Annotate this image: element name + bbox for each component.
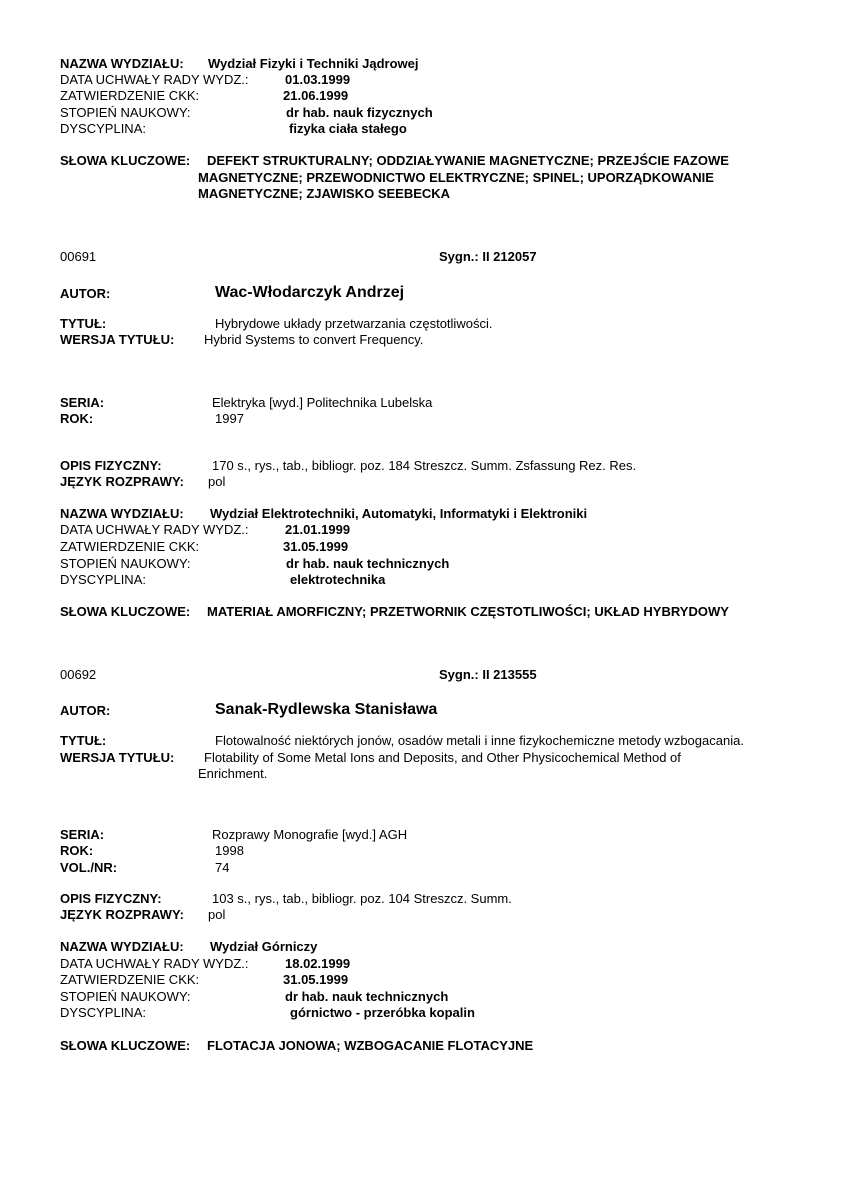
language-value: pol — [208, 907, 226, 922]
label-seria: SERIA: — [60, 827, 105, 842]
label-slowa-kluczowe: SŁOWA KLUCZOWE: — [60, 153, 191, 168]
keywords-line-2: MAGNETYCZNE; PRZEWODNICTWO ELEKTRYCZNE; SPINEL; UPORZĄDKOWANIE — [198, 170, 714, 185]
dyscyplina-value: elektrotechnika — [290, 572, 386, 587]
label-dyscyplina: DYSCYPLINA: — [60, 572, 146, 587]
label-zatwierdzenie: ZATWIERDZENIE CKK: — [60, 539, 200, 554]
zatwierdzenie-value: 21.06.1999 — [283, 88, 349, 103]
label-dyscyplina: DYSCYPLINA: — [60, 1005, 146, 1020]
wydzial-value: Wydział Górniczy — [210, 939, 318, 954]
zatwierdzenie-value: 31.05.1999 — [283, 972, 349, 987]
label-nazwa-wydzialu: NAZWA WYDZIAŁU: — [60, 506, 184, 521]
label-nazwa-wydzialu: NAZWA WYDZIAŁU: — [60, 939, 184, 954]
label-jezyk: JĘZYK ROZPRAWY: — [60, 474, 184, 489]
label-stopien: STOPIEŃ NAUKOWY: — [60, 105, 191, 120]
title-value: Hybrydowe układy przetwarzania częstotliwości. — [215, 316, 493, 331]
label-seria: SERIA: — [60, 395, 105, 410]
record-number: 00692 — [60, 667, 97, 682]
data-uchwaly-value: 21.01.1999 — [285, 522, 351, 537]
language-value: pol — [208, 474, 226, 489]
year-value: 1998 — [215, 843, 244, 858]
author-name: Wac-Włodarczyk Andrzej — [215, 284, 405, 301]
stopien-value: dr hab. nauk fizycznych — [286, 105, 433, 120]
title-version-line-1: Flotability of Some Metal Ions and Deposits, and Other Physicochemical Method of — [204, 750, 681, 765]
series-value: Rozprawy Monografie [wyd.] AGH — [212, 827, 408, 842]
label-rok: ROK: — [60, 843, 94, 858]
record-number: 00691 — [60, 249, 97, 264]
title-version-line-2: Enrichment. — [198, 766, 268, 781]
label-tytul: TYTUŁ: — [60, 733, 107, 748]
label-data-uchwaly: DATA UCHWAŁY RADY WYDZ.: — [60, 956, 249, 971]
label-wersja-tytulu: WERSJA TYTUŁU: — [60, 332, 175, 347]
dyscyplina-value: fizyka ciała stałego — [289, 121, 407, 136]
label-slowa-kluczowe: SŁOWA KLUCZOWE: — [60, 1038, 191, 1053]
physical-description-value: 170 s., rys., tab., bibliogr. poz. 184 Streszcz. Summ. Zsfassung Rez. Res. — [212, 458, 637, 473]
label-zatwierdzenie: ZATWIERDZENIE CKK: — [60, 88, 200, 103]
label-vol-nr: VOL./NR: — [60, 860, 118, 875]
label-stopien: STOPIEŃ NAUKOWY: — [60, 556, 191, 571]
dyscyplina-value: górnictwo - przeróbka kopalin — [290, 1005, 475, 1020]
title-value: Flotowalność niektórych jonów, osadów metali i inne fizykochemiczne metody wzbogacania. — [215, 733, 744, 748]
title-version-value: Hybrid Systems to convert Frequency. — [204, 332, 424, 347]
stopien-value: dr hab. nauk technicznych — [286, 556, 450, 571]
signature: Sygn.: II 212057 — [439, 249, 537, 264]
keywords-value: FLOTACJA JONOWA; WZBOGACANIE FLOTACYJNE — [207, 1038, 534, 1053]
author-name: Sanak-Rydlewska Stanisława — [215, 701, 438, 718]
physical-description-value: 103 s., rys., tab., bibliogr. poz. 104 Streszcz. Summ. — [212, 891, 512, 906]
data-uchwaly-value: 01.03.1999 — [285, 72, 351, 87]
data-uchwaly-value: 18.02.1999 — [285, 956, 351, 971]
label-data-uchwaly: DATA UCHWAŁY RADY WYDZ.: — [60, 72, 249, 87]
keywords-line-3: MAGNETYCZNE; ZJAWISKO SEEBECKA — [198, 186, 451, 201]
label-tytul: TYTUŁ: — [60, 316, 107, 331]
wydzial-value: Wydział Elektrotechniki, Automatyki, Informatyki i Elektroniki — [210, 506, 588, 521]
label-opis-fizyczny: OPIS FIZYCZNY: — [60, 891, 162, 906]
signature: Sygn.: II 213555 — [439, 667, 537, 682]
stopien-value: dr hab. nauk technicznych — [285, 989, 449, 1004]
keywords-line-1: DEFEKT STRUKTURALNY; ODDZIAŁYWANIE MAGNETYCZNE; PRZEJŚCIE FAZOWE — [207, 153, 729, 168]
year-value: 1997 — [215, 411, 244, 426]
label-zatwierdzenie: ZATWIERDZENIE CKK: — [60, 972, 200, 987]
label-stopien: STOPIEŃ NAUKOWY: — [60, 989, 191, 1004]
label-jezyk: JĘZYK ROZPRAWY: — [60, 907, 184, 922]
label-opis-fizyczny: OPIS FIZYCZNY: — [60, 458, 162, 473]
label-wersja-tytulu: WERSJA TYTUŁU: — [60, 750, 175, 765]
label-dyscyplina: DYSCYPLINA: — [60, 121, 146, 136]
keywords-value: MATERIAŁ AMORFICZNY; PRZETWORNIK CZĘSTOTLIWOŚCI; UKŁAD HYBRYDOWY — [207, 604, 729, 619]
series-value: Elektryka [wyd.] Politechnika Lubelska — [212, 395, 433, 410]
label-nazwa-wydzialu: NAZWA WYDZIAŁU: — [60, 56, 184, 71]
vol-nr-value: 74 — [215, 860, 230, 875]
label-autor: AUTOR: — [60, 286, 111, 301]
label-data-uchwaly: DATA UCHWAŁY RADY WYDZ.: — [60, 522, 249, 537]
label-rok: ROK: — [60, 411, 94, 426]
wydzial-value: Wydział Fizyki i Techniki Jądrowej — [208, 56, 419, 71]
label-autor: AUTOR: — [60, 703, 111, 718]
label-slowa-kluczowe: SŁOWA KLUCZOWE: — [60, 604, 191, 619]
zatwierdzenie-value: 31.05.1999 — [283, 539, 349, 554]
